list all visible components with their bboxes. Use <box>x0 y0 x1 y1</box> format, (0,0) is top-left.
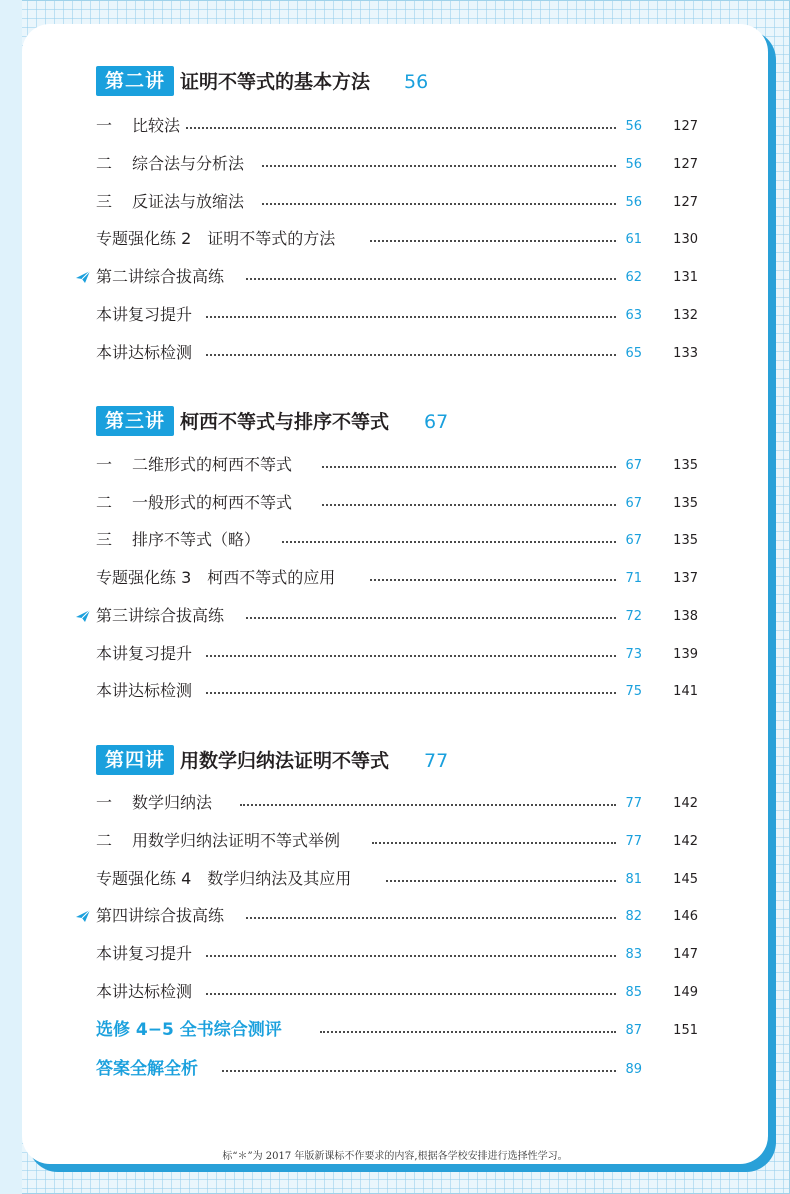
toc-entry[interactable] <box>22 526 768 554</box>
paper-plane-icon <box>75 609 91 623</box>
toc-entry[interactable] <box>22 339 768 367</box>
entry-label <box>96 114 184 138</box>
section-title: 用数学归纳法证明不等式 <box>180 750 390 772</box>
section-lecture-4 <box>22 743 768 777</box>
dot-leader <box>182 127 616 129</box>
entry-label <box>96 491 296 515</box>
entry-page-number[interactable]: 83 <box>625 947 642 962</box>
entry-page-number-answers[interactable]: 135 <box>673 458 698 473</box>
dot-leader <box>370 579 616 581</box>
toc-entry[interactable] <box>22 188 768 216</box>
dot-leader <box>370 240 616 242</box>
entry-number: 二 <box>96 154 113 173</box>
toc-entry[interactable] <box>22 827 768 855</box>
toc-entry[interactable] <box>22 940 768 968</box>
entry-label: 第四讲综合拔高练 <box>96 904 228 928</box>
entry-page-number[interactable]: 62 <box>625 270 642 285</box>
dot-leader <box>206 316 616 318</box>
section-header <box>22 404 768 438</box>
left-margin-strip <box>0 0 22 1194</box>
toc-entry[interactable] <box>22 451 768 479</box>
section-title: 柯西不等式与排序不等式 <box>180 411 390 433</box>
entry-page-number-answers[interactable]: 146 <box>673 909 698 924</box>
dot-leader <box>262 203 616 205</box>
toc-entry[interactable] <box>22 640 768 668</box>
entry-page-number-answers[interactable]: 142 <box>673 834 698 849</box>
entry-label: 选修 4−5 全书综合测评 <box>96 1018 286 1042</box>
dot-leader <box>386 880 616 882</box>
entry-page-number[interactable]: 56 <box>625 195 642 210</box>
entry-label <box>96 829 344 853</box>
entry-page-number-answers[interactable]: 145 <box>673 872 698 887</box>
entry-page-number-answers[interactable]: 135 <box>673 533 698 548</box>
entry-page-number-answers[interactable]: 127 <box>673 119 698 134</box>
entry-page-number-answers[interactable]: 141 <box>673 684 698 699</box>
entry-page-number-answers[interactable]: 139 <box>673 647 698 662</box>
entry-page-number-answers[interactable]: 138 <box>673 609 698 624</box>
dot-leader <box>206 955 616 957</box>
section-page-number[interactable]: 67 <box>424 411 449 433</box>
dot-leader <box>206 354 616 356</box>
entry-number: 一 <box>96 793 113 812</box>
entry-page-number[interactable]: 71 <box>625 571 642 586</box>
toc-entry[interactable] <box>22 263 768 291</box>
section-header <box>22 64 768 98</box>
dot-leader <box>240 804 616 806</box>
entry-title: 综合法与分析法 <box>132 154 245 173</box>
entry-page-number-answers[interactable]: 133 <box>673 346 698 361</box>
dot-leader <box>262 165 616 167</box>
entry-page-number[interactable]: 56 <box>625 157 642 172</box>
entry-page-number-answers[interactable]: 142 <box>673 796 698 811</box>
section-lecture-2 <box>22 64 768 98</box>
entry-title: 二维形式的柯西不等式 <box>132 455 293 474</box>
entry-page-number[interactable]: 87 <box>625 1023 642 1038</box>
entry-title: 用数学归纳法证明不等式举例 <box>132 831 341 850</box>
toc-entry[interactable] <box>22 225 768 253</box>
dot-leader <box>322 504 616 506</box>
entry-title: 比较法 <box>132 116 181 135</box>
entry-page-number[interactable]: 82 <box>625 909 642 924</box>
toc-entry[interactable] <box>22 602 768 630</box>
entry-page-number-answers[interactable]: 147 <box>673 947 698 962</box>
paper-plane-icon <box>75 270 91 284</box>
toc-entry[interactable] <box>22 789 768 817</box>
entry-page-number[interactable]: 89 <box>625 1062 642 1077</box>
dot-leader <box>206 993 616 995</box>
entry-label <box>96 453 296 477</box>
entry-page-number-answers[interactable]: 130 <box>673 232 698 247</box>
entry-label <box>96 152 248 176</box>
entry-page-number-answers[interactable]: 135 <box>673 496 698 511</box>
entry-label: 专题强化练 3 柯西不等式的应用 <box>96 566 339 590</box>
entry-label: 专题强化练 4 数学归纳法及其应用 <box>96 867 355 891</box>
entry-page-number[interactable]: 77 <box>625 796 642 811</box>
entry-number: 二 <box>96 831 113 850</box>
entry-page-number[interactable]: 61 <box>625 232 642 247</box>
section-page-number[interactable]: 56 <box>404 71 429 93</box>
entry-label: 本讲复习提升 <box>96 942 196 966</box>
entry-label: 本讲达标检测 <box>96 980 196 1004</box>
entry-label: 第三讲综合拔高练 <box>96 604 228 628</box>
entry-label <box>96 190 248 214</box>
entry-label <box>96 791 216 815</box>
toc-entry[interactable] <box>22 865 768 893</box>
toc-entry-answers[interactable] <box>22 1055 768 1083</box>
entry-page-number-answers[interactable]: 132 <box>673 308 698 323</box>
entry-label: 本讲达标检测 <box>96 341 196 365</box>
toc-entry[interactable] <box>22 677 768 705</box>
entry-page-number[interactable]: 81 <box>625 872 642 887</box>
section-header <box>22 743 768 777</box>
entry-title: 反证法与放缩法 <box>132 192 245 211</box>
entry-page-number[interactable]: 63 <box>625 308 642 323</box>
dot-leader <box>372 842 616 844</box>
entry-title: 排序不等式（略） <box>132 530 261 549</box>
entry-label: 第二讲综合拔高练 <box>96 265 228 289</box>
toc-entry[interactable] <box>22 978 768 1006</box>
entry-page-number-answers[interactable]: 127 <box>673 157 698 172</box>
dot-leader <box>206 655 616 657</box>
entry-number: 二 <box>96 493 113 512</box>
entry-page-number[interactable]: 67 <box>625 458 642 473</box>
entry-page-number[interactable]: 67 <box>625 533 642 548</box>
entry-number: 一 <box>96 116 113 135</box>
entry-label <box>96 528 264 552</box>
dot-leader <box>246 917 616 919</box>
entry-page-number-answers[interactable]: 127 <box>673 195 698 210</box>
entry-title: 数学归纳法 <box>132 793 213 812</box>
dot-leader <box>320 1031 616 1033</box>
entry-page-number[interactable]: 67 <box>625 496 642 511</box>
entry-page-number[interactable]: 72 <box>625 609 642 624</box>
contents-card <box>22 24 768 1164</box>
section-page-number[interactable]: 77 <box>424 750 449 772</box>
toc-entry[interactable] <box>22 112 768 140</box>
entry-number: 三 <box>96 192 113 211</box>
dot-leader <box>322 466 616 468</box>
toc-entry[interactable] <box>22 150 768 178</box>
section-badge: 第二讲 <box>96 66 174 96</box>
entry-page-number[interactable]: 75 <box>625 684 642 699</box>
entry-label: 专题强化练 2 证明不等式的方法 <box>96 227 339 251</box>
dot-leader <box>246 278 616 280</box>
toc-entry[interactable] <box>22 489 768 517</box>
entry-label: 本讲达标检测 <box>96 679 196 703</box>
entry-title: 一般形式的柯西不等式 <box>132 493 293 512</box>
entry-page-number[interactable]: 85 <box>625 985 642 1000</box>
entry-number: 一 <box>96 455 113 474</box>
entry-page-number[interactable]: 77 <box>625 834 642 849</box>
toc-entry[interactable] <box>22 902 768 930</box>
section-title: 证明不等式的基本方法 <box>180 71 371 93</box>
footnote: 标“＊”为 2017 年版新课标不作要求的内容,根据各学校安排进行选择性学习。 <box>222 1151 568 1162</box>
dot-leader <box>246 617 616 619</box>
dot-leader <box>282 541 616 543</box>
entry-page-number-answers[interactable]: 149 <box>673 985 698 1000</box>
dot-leader <box>206 692 616 694</box>
section-lecture-3 <box>22 404 768 438</box>
paper-plane-icon <box>75 909 91 923</box>
entry-label: 本讲复习提升 <box>96 303 196 327</box>
dot-leader <box>222 1070 616 1072</box>
toc-entry-final-assessment[interactable] <box>22 1016 768 1044</box>
entry-label: 答案全解全析 <box>96 1057 202 1081</box>
section-badge: 第三讲 <box>96 406 174 436</box>
entry-label: 本讲复习提升 <box>96 642 196 666</box>
entry-number: 三 <box>96 530 113 549</box>
entry-page-number-answers[interactable]: 151 <box>673 1023 698 1038</box>
entry-page-number-answers[interactable]: 137 <box>673 571 698 586</box>
entry-page-number[interactable]: 73 <box>625 647 642 662</box>
toc-entry[interactable] <box>22 301 768 329</box>
entry-page-number[interactable]: 65 <box>625 346 642 361</box>
section-badge: 第四讲 <box>96 745 174 775</box>
toc-entry[interactable] <box>22 564 768 592</box>
entry-page-number-answers[interactable]: 131 <box>673 270 698 285</box>
entry-page-number[interactable]: 56 <box>625 119 642 134</box>
